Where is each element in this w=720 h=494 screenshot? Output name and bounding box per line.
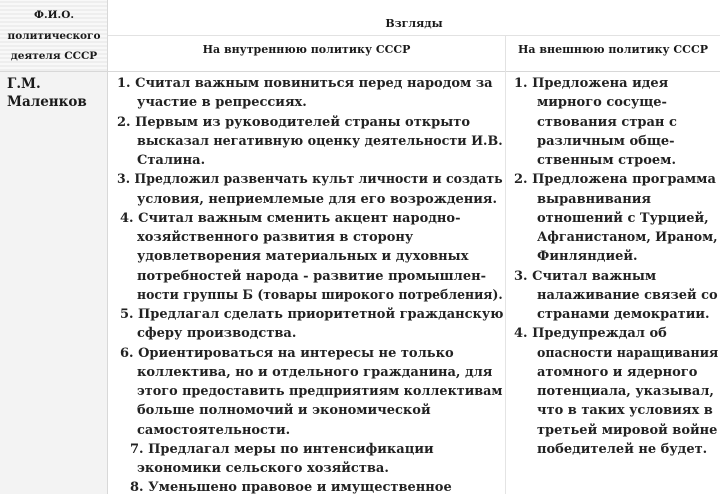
domestic-policy-line: экономики сельского хозяйства. <box>137 461 389 476</box>
domestic-policy-line: 5. Предлагал сделать приоритетной гражданскую <box>120 307 504 322</box>
foreign-policy-line: выравнивания <box>537 191 651 207</box>
header-name-line: политического <box>7 30 101 42</box>
domestic-policy-line: Сталина. <box>137 153 206 168</box>
domestic-policy-line: этого предоставить предприятиям коллективам <box>137 384 503 399</box>
header-name-line: Ф.И.О. <box>34 9 74 21</box>
foreign-policy-line: налаживание связей со <box>537 287 718 303</box>
domestic-policy-line: сферу производства. <box>137 326 297 342</box>
person-name-line: Г.М. <box>7 76 41 92</box>
domestic-policy-line: 4. Считал важным сменить акцент народно- <box>120 210 461 226</box>
domestic-policy-line: 1. Считал важным повиниться перед народом за <box>117 76 493 91</box>
header-name-line: деятеля СССР <box>10 50 98 62</box>
domestic-policy-line: 8. Уменьшено правовое и имущественное <box>130 480 452 494</box>
domestic-policy-heading: На внутреннюю политику СССР <box>202 43 411 56</box>
foreign-policy-line: Финляндией. <box>537 249 638 265</box>
foreign-policy-heading: На внешнюю политику СССР <box>518 43 708 56</box>
foreign-policy-line: победителей не будет. <box>537 441 708 457</box>
domestic-policy-line: хозяйственного развития в сторону <box>137 230 414 245</box>
domestic-policy-line: потребностей народа - развитие промышлен- <box>137 268 487 284</box>
foreign-policy-line: атомного и ядерного <box>537 364 698 380</box>
foreign-policy-line: ствования стран с <box>537 114 677 130</box>
domestic-policy-line: больше полномочий и экономической <box>137 403 431 419</box>
foreign-policy-line: что в таких условиях в <box>537 403 713 419</box>
foreign-policy-line: различным обще- <box>537 133 675 149</box>
domestic-policy-line: 7. Предлагал меры по интенсификации <box>130 441 434 457</box>
domestic-policy-line: 3. Предложил развенчать культ личности и создать <box>117 172 503 188</box>
header-name-column <box>0 0 108 72</box>
foreign-policy-line: мирного сосуще- <box>537 95 667 111</box>
header-views <box>108 0 720 72</box>
domestic-policy-line: высказал негативную оценку деятельности И.В. <box>137 133 503 149</box>
foreign-policy-line: 2. Предложена программа <box>514 172 716 188</box>
foreign-policy-line: 1. Предложена идея <box>514 76 669 91</box>
foreign-policy-line: ственным строем. <box>537 153 676 168</box>
domestic-policy-line: 6. Ориентироваться на интересы не только <box>120 345 454 361</box>
foreign-policy-line: 4. Предупреждал об <box>514 326 667 342</box>
column-divider <box>505 72 506 494</box>
foreign-policy-line: отношений с Турцией, <box>537 210 709 226</box>
foreign-policy-line: опасности наращивания <box>537 345 719 361</box>
foreign-policy-line: странами демократии. <box>537 307 710 322</box>
person-name-cell <box>0 72 108 494</box>
domestic-policy-line: участие в репрессиях. <box>137 95 307 111</box>
domestic-policy-line: удовлетворения материальных и духовных <box>137 249 469 265</box>
foreign-policy-line: Афганистаном, Ираном, <box>537 230 718 245</box>
foreign-policy-line: потенциала, указывал, <box>537 384 714 399</box>
domestic-policy-line: условия, неприемлемые для его возрождения. <box>137 191 498 207</box>
foreign-policy-line: 3. Считал важным <box>514 268 657 284</box>
domestic-policy-line: 2. Первым из руководителей страны открыто <box>117 114 471 130</box>
domestic-policy-line: коллектива, но и отдельного гражданина, для <box>137 364 493 380</box>
person-name-line: Маленков <box>7 94 87 110</box>
domestic-policy-line: ности группы Б (товары широкого потребления). <box>137 287 503 303</box>
foreign-policy-line: третьей мировой войне <box>537 422 718 438</box>
domestic-policy-line: самостоятельности. <box>137 422 291 438</box>
views-title: Взгляды <box>385 17 443 30</box>
header-divider <box>108 35 720 36</box>
